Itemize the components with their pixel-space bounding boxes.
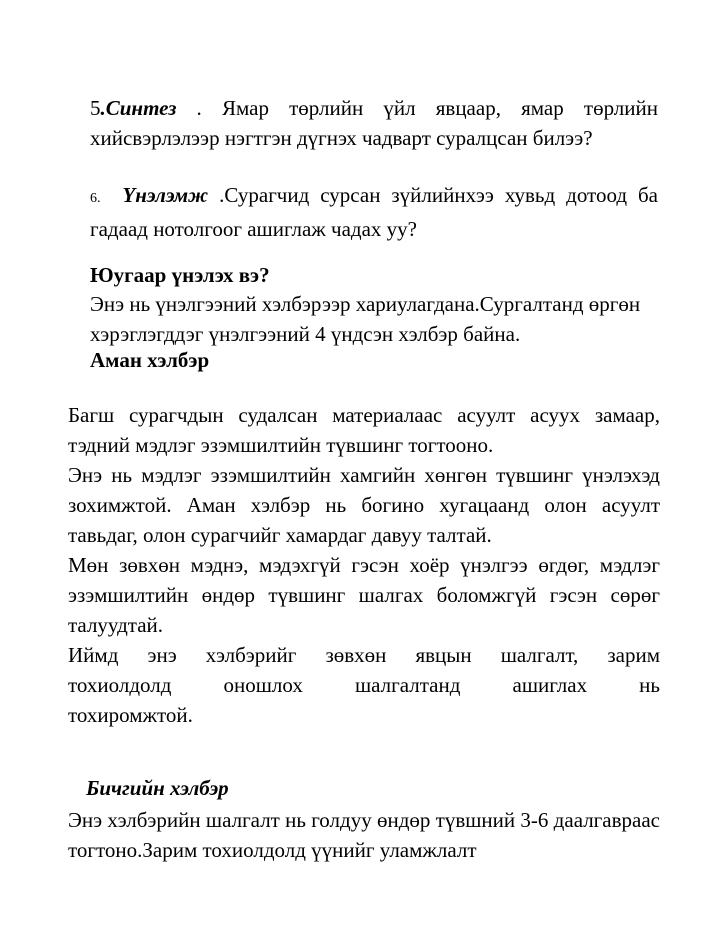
oral-paragraph-1: Багш сурагчдын судалсан материалаас асуулт асуух замаар, тэдний мэдлэг эзэмшилтийн түвшинг тогтооно.	[68, 403, 660, 457]
item-6-title: Үнэлэмж	[122, 183, 209, 207]
oral-paragraph-4	[68, 640, 660, 730]
oral-section	[68, 400, 660, 730]
written-text: Энэ хэлбэрийн шалгалт нь голдуу өндөр түвшний 3-6 даалгавраас тогтоно.Зарим тохиолдолд үүнийг уламжлалт	[68, 808, 660, 862]
item-5-synthesis	[90, 93, 658, 153]
oral-paragraph-3: Мөн зөвхөн мэднэ, мэдэхгүй гэсэн хоёр үнэлгээ өгдөг, мэдлэг эзэмшилтийн өндөр түвшинг шалгах боломжгүй гэсэн сөрөг талуудтай.	[68, 553, 660, 637]
item-6-evaluation	[90, 180, 658, 244]
item-5-text: . Ямар төрлийн үйл явцаар, ямар төрлийн хийсвэрлэлээр нэгтгэн дүгнэх чадварт суралцсан билээ?	[90, 96, 658, 150]
how-text: Энэ нь үнэлгээний хэлбэрээр хариулагдана.Сургалтанд өргөн хэрэглэгддэг үнэлгээний 4 үндсэн хэлбэр байна.	[90, 292, 641, 346]
oral-heading: Аман хэлбэр	[90, 348, 210, 372]
oral-last-line-2: тохиолдолд оношлох шалгалтанд ашиглах нь	[68, 673, 660, 697]
item-6-number: 6.	[90, 191, 101, 206]
oral-last-line-3: тохиромжтой.	[68, 703, 193, 727]
oral-last-line-1: Иймд энэ хэлбэрийг зөвхөн явцын шалгалт, зарим	[68, 643, 660, 667]
item-6-text: .Сурагчид сурсан зүйлийнхээ хувьд дотоод ба гадаад нотолгоог ашиглаж чадах уу?	[90, 183, 658, 241]
how-heading: Юугаар үнэлэх вэ?	[90, 263, 270, 287]
written-heading: Бичгийн хэлбэр	[86, 776, 229, 800]
item-5-title: .Синтез	[100, 96, 177, 120]
oral-paragraph-2: Энэ нь мэдлэг эзэмшилтийн хамгийн хөнгөн түвшинг үнэлэхэд зохимжтой. Аман хэлбэр нь богино хугацаанд олон асуулт тавьдаг, олон сурагчийг хамардаг давуу талтай.	[68, 463, 660, 547]
item-5-number: 5	[90, 96, 101, 120]
